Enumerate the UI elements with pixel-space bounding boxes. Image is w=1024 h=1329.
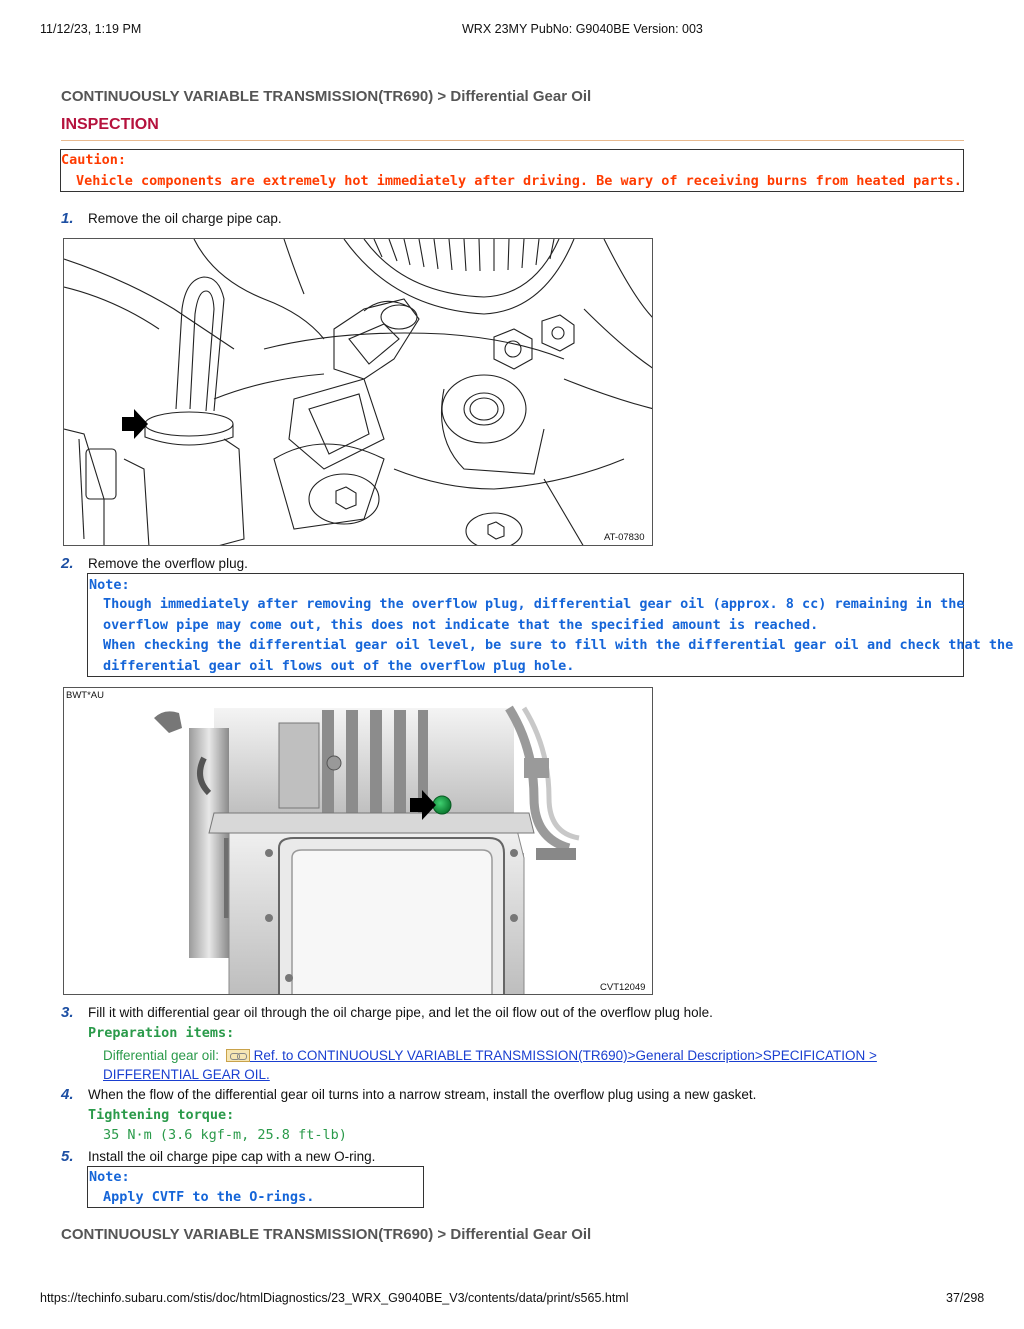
step-number: 5. <box>61 1148 74 1165</box>
step-number: 3. <box>61 1004 74 1021</box>
preparation-heading: Preparation items: <box>88 1025 235 1041</box>
pointer-arrow-icon <box>122 409 148 439</box>
step-number: 1. <box>61 210 74 227</box>
figure-tag: BWT*AU <box>66 690 104 701</box>
breadcrumb: CONTINUOUSLY VARIABLE TRANSMISSION(TR690) > Differential Gear Oil <box>61 1226 592 1243</box>
torque-value: 35 N·m (3.6 kgf-m, 25.8 ft-lb) <box>103 1127 347 1143</box>
step-text: Install the oil charge pipe cap with a new O-ring. <box>88 1149 376 1164</box>
step-text: Remove the oil charge pipe cap. <box>88 211 282 226</box>
reference-link-icon[interactable] <box>226 1049 250 1062</box>
print-datetime: 11/12/23, 1:19 PM <box>40 22 142 36</box>
caution-heading: Caution: <box>61 152 127 168</box>
figure-oil-charge-pipe <box>63 238 653 546</box>
overflow-plug-illustration <box>64 688 653 995</box>
specification-reference-link[interactable]: Ref. to CONTINUOUSLY VARIABLE TRANSMISSION(TR690)>General Description>SPECIFICATION > DIFFERENTIAL GEAR OIL. <box>103 1048 877 1082</box>
note-text: Apply CVTF to the O-rings. <box>103 1189 315 1205</box>
preparation-item: Differential gear oil: Ref. to CONTINUOUSLY VARIABLE TRANSMISSION(TR690)>General Description>SPECIFICATION > DIFFERENTIAL GEAR OIL. <box>103 1048 877 1082</box>
step-text: When the flow of the differential gear oil turns into a narrow stream, install the overflow plug using a new gasket. <box>88 1087 757 1102</box>
caution-text: Vehicle components are extremely hot immediately after driving. Be wary of receiving burns from heated parts. <box>76 173 962 189</box>
note-text: Though immediately after removing the overflow plug, differential gear oil (approx. 8 cc) remaining in the overflow pipe may come out, this does not indicate that the specified amount is reached. When checking the differential gear oil level, be sure to fill with the differential gear oil and check that the differential gear oil flows out of the overflow plug hole. <box>103 596 1014 674</box>
note-heading: Note: <box>89 1169 130 1185</box>
step-number: 2. <box>61 555 74 572</box>
figure-code: AT-07830 <box>604 532 645 543</box>
section-title: INSPECTION <box>61 116 159 133</box>
document-title: WRX 23MY PubNo: G9040BE Version: 003 <box>462 22 703 36</box>
figure-overflow-plug <box>63 687 653 995</box>
section-divider <box>61 140 964 141</box>
figure-code: CVT12049 <box>600 982 646 993</box>
step-number: 4. <box>61 1086 74 1103</box>
note-heading: Note: <box>89 577 130 593</box>
page-number: 37/298 <box>946 1291 985 1305</box>
breadcrumb: CONTINUOUSLY VARIABLE TRANSMISSION(TR690) > Differential Gear Oil <box>61 88 592 105</box>
oil-charge-pipe-illustration <box>64 239 653 546</box>
step-text: Fill it with differential gear oil through the oil charge pipe, and let the oil flow out of the overflow plug hole. <box>88 1005 713 1020</box>
torque-heading: Tightening torque: <box>88 1107 235 1123</box>
page-url: https://techinfo.subaru.com/stis/doc/htmlDiagnostics/23_WRX_G9040BE_V3/contents/data/print/s565.html <box>40 1291 629 1305</box>
step-text: Remove the overflow plug. <box>88 556 248 571</box>
